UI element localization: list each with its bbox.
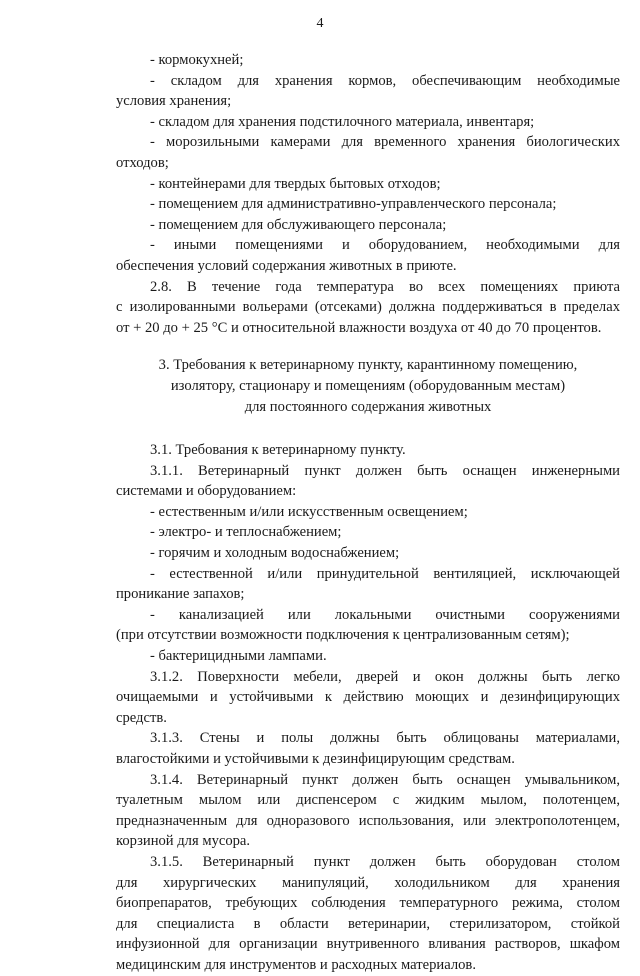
text-line: (при отсутствии возможности подключения к централизованным сетям);: [116, 627, 570, 644]
text-line: системами и оборудованием:: [116, 483, 297, 500]
text-line: 3.1.4. Ветеринарный пункт должен быть оснащен умывальником,: [150, 771, 620, 788]
text-line: от + 20 до + 25 °С и относительной влажности воздуха от 40 до 70 процентов.: [116, 319, 602, 336]
text-line: медицинским для инструментов и расходных материалов.: [116, 956, 476, 973]
text-line: инфузионной для организации внутривенного вливания растворов, шкафом: [116, 936, 620, 953]
text-line: 3. Требования к ветеринарному пункту, карантинному помещению,: [158, 357, 578, 374]
text-line: 3.1.3. Стены и полы должны быть облицованы материалами,: [150, 730, 620, 747]
text-line: - естественной и/или принудительной вентиляцией, исключающей: [150, 565, 620, 582]
text-line: средств.: [116, 709, 167, 726]
text-line: - канализацией или локальными очистными сооружениями: [150, 606, 620, 623]
document-body: [116, 50, 620, 976]
text-line: предназначенным для одноразового использования, или электрополотенцем,: [116, 812, 620, 829]
text-line: для специалиста в области ветеринарии, стерилизатором, стойкой: [116, 915, 620, 932]
text-line: 3.1.2. Поверхности мебели, дверей и окон должны быть легко: [150, 668, 620, 685]
text-line: 3.1.5. Ветеринарный пункт должен быть оборудован столом: [150, 853, 620, 870]
text-line: для хирургических манипуляций, холодильником для хранения: [116, 874, 620, 891]
text-line: - складом для хранения кормов, обеспечивающим необходимые: [150, 72, 620, 89]
text-line: влагостойкими и устойчивыми к дезинфицирующим средствам.: [116, 751, 515, 767]
text-line: - помещением для обслуживающего персонала;: [150, 216, 447, 233]
spacer: [116, 338, 620, 355]
text-line: - контейнерами для твердых бытовых отходов;: [150, 175, 441, 192]
text-line: отходов;: [116, 154, 169, 171]
spacer: [116, 417, 620, 440]
text-line: обеспечения условий содержания животных в приюте.: [116, 257, 457, 274]
text-line: очищаемыми и устойчивыми к действию моющих и дезинфицирующих: [116, 689, 620, 706]
text-line: - морозильными камерами для временного хранения биологических: [150, 134, 620, 151]
text-line: - иными помещениями и оборудованием, необходимыми для: [150, 237, 620, 254]
text-line: - горячим и холодным водоснабжением;: [150, 545, 400, 562]
text-line: - электро- и теплоснабжением;: [150, 524, 342, 541]
text-line: условия хранения;: [116, 93, 232, 110]
text-line: - кормокухней;: [150, 52, 244, 68]
text-line: - естественным и/или искусственным освещением;: [150, 503, 468, 520]
text-line: 3.1. Требования к ветеринарному пункту.: [150, 442, 406, 459]
text-line: 2.8. В течение года температура во всех помещениях приюта: [150, 278, 620, 295]
text-line: корзиной для мусора.: [116, 833, 251, 850]
text-line: биопрепаратов, требующих соблюдения температурного режима, столом: [116, 895, 620, 912]
text-line: проникание запахов;: [116, 586, 245, 603]
text-line: - бактерицидными лампами.: [150, 648, 327, 665]
page-number: 4: [316, 16, 324, 31]
text-line: с изолированными вольерами (отсеками) должна поддерживаться в пределах: [116, 299, 620, 316]
text-line: изолятору, стационару и помещениям (оборудованным местам): [170, 377, 566, 394]
text-line: - помещением для административно-управленческого персонала;: [150, 196, 557, 213]
text-line: туалетным мылом или диспенсером с жидким мылом, полотенцем,: [116, 792, 620, 809]
text-line: - складом для хранения подстилочного материала, инвентаря;: [150, 113, 535, 130]
text-line: для постоянного содержания животных: [244, 398, 492, 415]
text-line: 3.1.1. Ветеринарный пункт должен быть оснащен инженерными: [150, 462, 620, 479]
